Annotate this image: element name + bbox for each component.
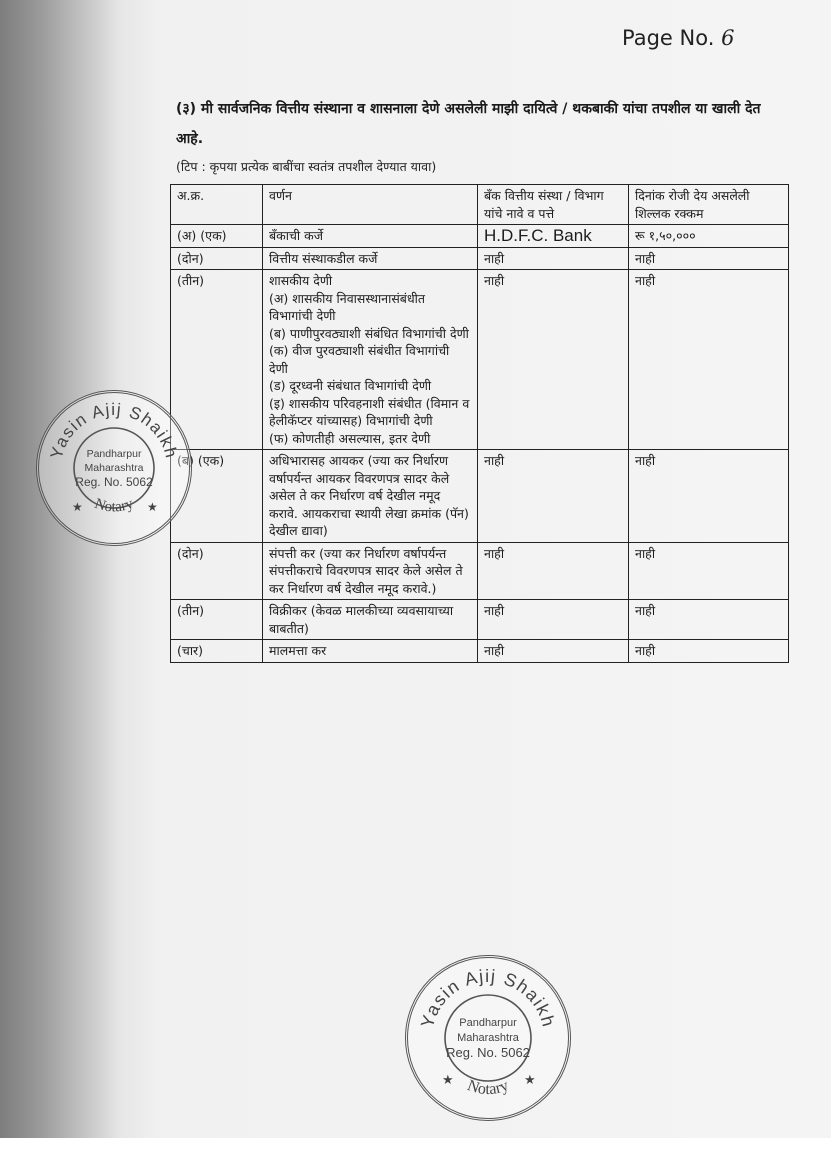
section-tip: (टिप : कृपया प्रत्येक बाबींचा स्वतंत्र तपशील देण्यात यावा)	[176, 159, 437, 174]
row-serial: (अ) (एक)	[171, 225, 263, 248]
row-serial: (तीन)	[171, 270, 263, 450]
notary-seal-icon	[39, 393, 189, 543]
table-row	[171, 600, 789, 640]
svg-text:Notary	[465, 1077, 511, 1098]
row-description: विक्रीकर (केवळ मालकीच्या व्यवसायाच्या बाबतीत)	[263, 600, 478, 640]
notary-seal-icon	[408, 958, 568, 1118]
header-serial: अ.क्र.	[171, 185, 263, 225]
row-balance: नाही	[629, 270, 789, 450]
row-serial: (दोन)	[171, 247, 263, 270]
row-balance: नाही	[629, 640, 789, 663]
row-serial: (दोन)	[171, 542, 263, 600]
header-balance: दिनांक रोजी देय असलेली शिल्लक रक्कम	[629, 185, 789, 225]
table-header-row	[171, 185, 789, 225]
stamp-bottom-line3: Reg. No. 5062	[446, 1045, 530, 1060]
table-row	[171, 225, 789, 248]
row-institution: नाही	[478, 247, 629, 270]
table-row	[171, 542, 789, 600]
star-icon: ★	[147, 500, 158, 514]
row-serial: (ब) (एक)	[171, 450, 263, 543]
row-description: मालमत्ता कर	[263, 640, 478, 663]
row-description	[263, 270, 478, 450]
stamp-left-name: Yasin Ajij Shaikh	[46, 399, 182, 461]
row-description: संपत्ती कर (ज्या कर निर्धारण वर्षापर्यन्त संपत्तीकराचे विवरणपत्र सादर केले असेल ते कर निर्धारण वर्ष देखील नमूद करावे.)	[263, 542, 478, 600]
section-heading: (३) मी सार्वजनिक वित्तीय संस्थाना व शासनाला देणे असलेली माझी दायित्वे / थकबाकी यांचा तपशील या खाली देत आहे.	[176, 101, 761, 147]
header-institution: बँक वित्तीय संस्था / विभाग यांचे नावे व पत्ते	[478, 185, 629, 225]
stamp-left-bottom: Notary	[92, 495, 136, 516]
row-institution: नाही	[478, 270, 629, 450]
star-icon: ★	[72, 500, 83, 514]
row-institution: नाही	[478, 542, 629, 600]
stamp-left-line1: Pandharpur	[86, 448, 142, 460]
row-serial: (चार)	[171, 640, 263, 663]
row-balance: रू १,५०,०००	[629, 225, 789, 248]
row-description-main: शासकीय देणी	[269, 273, 333, 288]
row-description: अधिभारासह आयकर (ज्या कर निर्धारण वर्षापर्यन्त आयकर विवरणपत्र सादर केले असेल ते कर निर्धारण वर्ष देखील नमूद करावे. आयकराचा स्थायी लेखा क्रमांक (पॅन) देखील द्यावा)	[263, 450, 478, 543]
liabilities-table	[170, 184, 789, 663]
table-row	[171, 640, 789, 663]
star-icon: ★	[524, 1073, 536, 1088]
sub-item: (फ) कोणतीही असल्यास, इतर देणी	[269, 430, 431, 446]
sub-item: (ब) पाणीपुरवठ्याशी संबंधित विभागांची देणी	[269, 325, 469, 341]
row-balance: नाही	[629, 542, 789, 600]
star-icon: ★	[442, 1073, 454, 1088]
row-serial: (तीन)	[171, 600, 263, 640]
row-institution: नाही	[478, 450, 629, 543]
sub-item: (अ) शासकीय निवासस्थानासंबंधीत विभागांची देणी	[269, 290, 425, 323]
row-balance: नाही	[629, 600, 789, 640]
page-number-label	[622, 26, 734, 50]
stamp-left-line2: Maharashtra	[84, 462, 144, 474]
sub-item: (इ) शासकीय परिवहनाशी संबंधीत (विमान व हेलीकॅप्टर यांच्यासह) विभागांची देणी	[269, 395, 470, 428]
header-description: वर्णन	[263, 185, 478, 225]
page-label-text: Page No.	[622, 26, 715, 50]
notary-stamp-left	[36, 390, 192, 546]
row-institution: H.D.F.C. Bank	[478, 225, 629, 248]
svg-text:Notary	[92, 496, 136, 516]
table-row	[171, 270, 789, 450]
notary-stamp-bottom	[405, 955, 571, 1121]
row-institution: नाही	[478, 600, 629, 640]
row-balance: नाही	[629, 247, 789, 270]
stamp-bottom-name: Yasin Ajij Shaikh	[417, 965, 559, 1030]
row-description: वित्तीय संस्थाकडील कर्जे	[263, 247, 478, 270]
stamp-left-line3: Reg. No. 5062	[75, 475, 153, 489]
stamp-bottom-bottom: Notary	[465, 1077, 512, 1099]
page-number-value: 6	[721, 26, 735, 50]
scan-bottom-edge	[0, 1138, 831, 1152]
stamp-bottom-line2: Maharashtra	[457, 1032, 519, 1044]
row-institution: नाही	[478, 640, 629, 663]
table-row	[171, 247, 789, 270]
sub-item: (ड) दूरध्वनी संबंधात विभागांची देणी	[269, 378, 432, 393]
row-balance: नाही	[629, 450, 789, 543]
sub-item: (क) वीज पुरवठ्याशी संबंधीत विभागांची देणी	[269, 343, 450, 376]
row-description: बँकाची कर्जे	[263, 225, 478, 248]
stamp-bottom-line1: Pandharpur	[459, 1017, 517, 1029]
table-row	[171, 450, 789, 543]
